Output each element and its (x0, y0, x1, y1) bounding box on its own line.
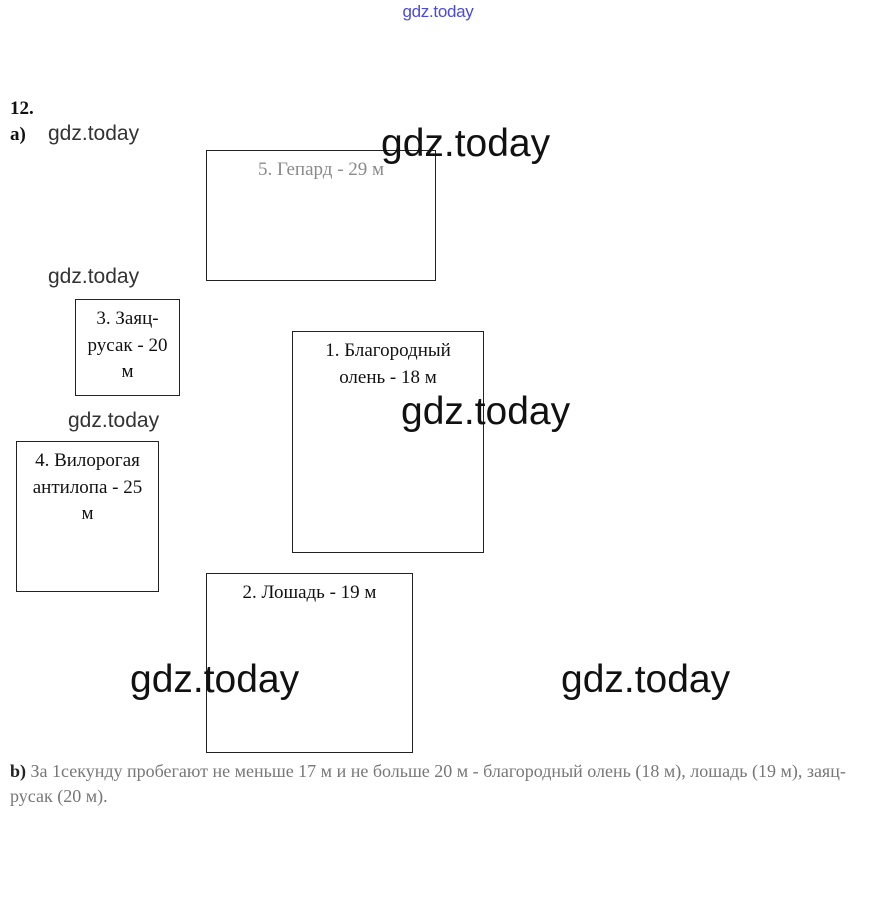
box-cheetah-label: 5. Гепард - 29 м (257, 159, 385, 180)
part-a-label: a) (10, 124, 26, 145)
box-cheetah (206, 150, 436, 281)
box-hare (75, 299, 180, 396)
box-antelope (16, 441, 159, 592)
problem-number: 12. (10, 98, 34, 119)
watermark-text: gdz.today (68, 409, 160, 432)
answer-b-text: За 1секунду пробегают не меньше 17 м и не больше 20 м - благородный олень (18 м), лошадь (19 м), заяц-русак (20 м). (10, 761, 846, 806)
part-b-label: b) (10, 761, 27, 781)
watermark-text: gdz.today (381, 122, 551, 165)
watermark-text: gdz.today (48, 122, 140, 145)
box-deer (292, 331, 484, 553)
watermark-text: gdz.today (48, 265, 140, 288)
box-horse-label: 2. Лошадь - 19 м (242, 582, 377, 603)
watermark-text: gdz.today (561, 658, 731, 701)
watermark-text: gdz.today (130, 658, 300, 701)
answer-b (10, 759, 872, 809)
header-watermark: gdz.today (402, 2, 474, 21)
watermark-text: gdz.today (401, 390, 571, 433)
box-deer-label: 1. Благородный олень - 18 м (325, 340, 451, 388)
box-hare-label: 3. Заяц-русак - 20 м (87, 308, 168, 383)
box-antelope-label: 4. Вилорогая антилопа - 25 м (32, 450, 143, 525)
